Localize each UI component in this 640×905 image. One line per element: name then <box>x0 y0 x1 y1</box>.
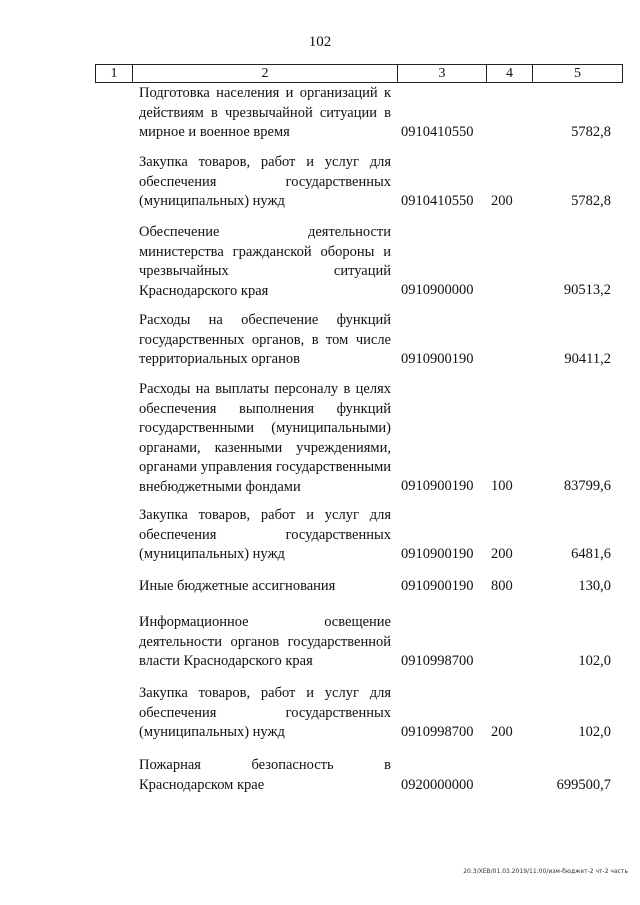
row-amount: 5782,8 <box>571 124 611 140</box>
row-name: Расходы на выплаты персоналу в целях обеспечения выполнения функций государственными (муниципальными) органами, казенными учреждениями, органами управления государственными внебюджетными фондами <box>139 381 391 495</box>
row-code: 0910900190 <box>401 478 474 494</box>
row-code: 0910900190 <box>401 546 474 562</box>
row-amount: 90513,2 <box>563 282 611 298</box>
row-amount: 6481,6 <box>571 546 611 562</box>
row-name: Закупка товаров, работ и услуг для обеспечения государственных (муниципальных) нужд <box>139 154 391 209</box>
column-header-2: 2 <box>133 65 398 83</box>
row-code: 0910900190 <box>401 578 474 594</box>
row-name: Обеспечение деятельности министерства гражданской обороны и чрезвычайных ситуаций Краснодарского края <box>139 224 391 299</box>
row-name: Расходы на обеспечение функций государственных органов, в том числе территориальных органов <box>139 312 391 367</box>
row-code: 0910900190 <box>401 351 474 367</box>
row-amount: 699500,7 <box>556 777 611 793</box>
row-amount: 130,0 <box>578 578 611 594</box>
row-code: 0910998700 <box>401 653 474 669</box>
row-amount: 102,0 <box>578 724 611 740</box>
row-name: Пожарная безопасность в Краснодарском крае <box>139 757 391 793</box>
row-name: Закупка товаров, работ и услуг для обеспечения государственных (муниципальных) нужд <box>139 507 391 562</box>
column-header-1: 1 <box>96 65 133 83</box>
column-header-5: 5 <box>533 65 623 83</box>
row-type: 200 <box>491 724 513 740</box>
row-code: 0910900000 <box>401 282 474 298</box>
table-header <box>95 64 623 83</box>
row-code: 0920000000 <box>401 777 474 793</box>
row-amount: 5782,8 <box>571 193 611 209</box>
row-amount: 90411,2 <box>564 351 611 367</box>
row-name: Закупка товаров, работ и услуг для обеспечения государственных (муниципальных) нужд <box>139 685 391 740</box>
row-name: Информационное освещение деятельности органов государственной власти Краснодарского края <box>139 614 391 669</box>
row-code: 0910998700 <box>401 724 474 740</box>
page-number: 102 <box>308 34 332 50</box>
column-header-3: 3 <box>398 65 487 83</box>
row-type: 100 <box>491 478 513 494</box>
row-amount: 83799,6 <box>563 478 611 494</box>
row-code: 0910410550 <box>401 124 474 140</box>
row-type: 200 <box>491 546 513 562</box>
row-name: Подготовка населения и организаций к действиям в чрезвычайной ситуации в мирное и военное время <box>139 85 391 140</box>
document-footer-code: 20.3/ХЕВ/01.03.2019/11:00/изм-бюджет-2 чт-2 часть <box>463 868 628 875</box>
column-header-4: 4 <box>487 65 533 83</box>
row-amount: 102,0 <box>578 653 611 669</box>
row-type: 800 <box>491 578 513 594</box>
row-type: 200 <box>491 193 513 209</box>
row-name: Иные бюджетные ассигнования <box>139 578 336 594</box>
row-code: 0910410550 <box>401 193 474 209</box>
